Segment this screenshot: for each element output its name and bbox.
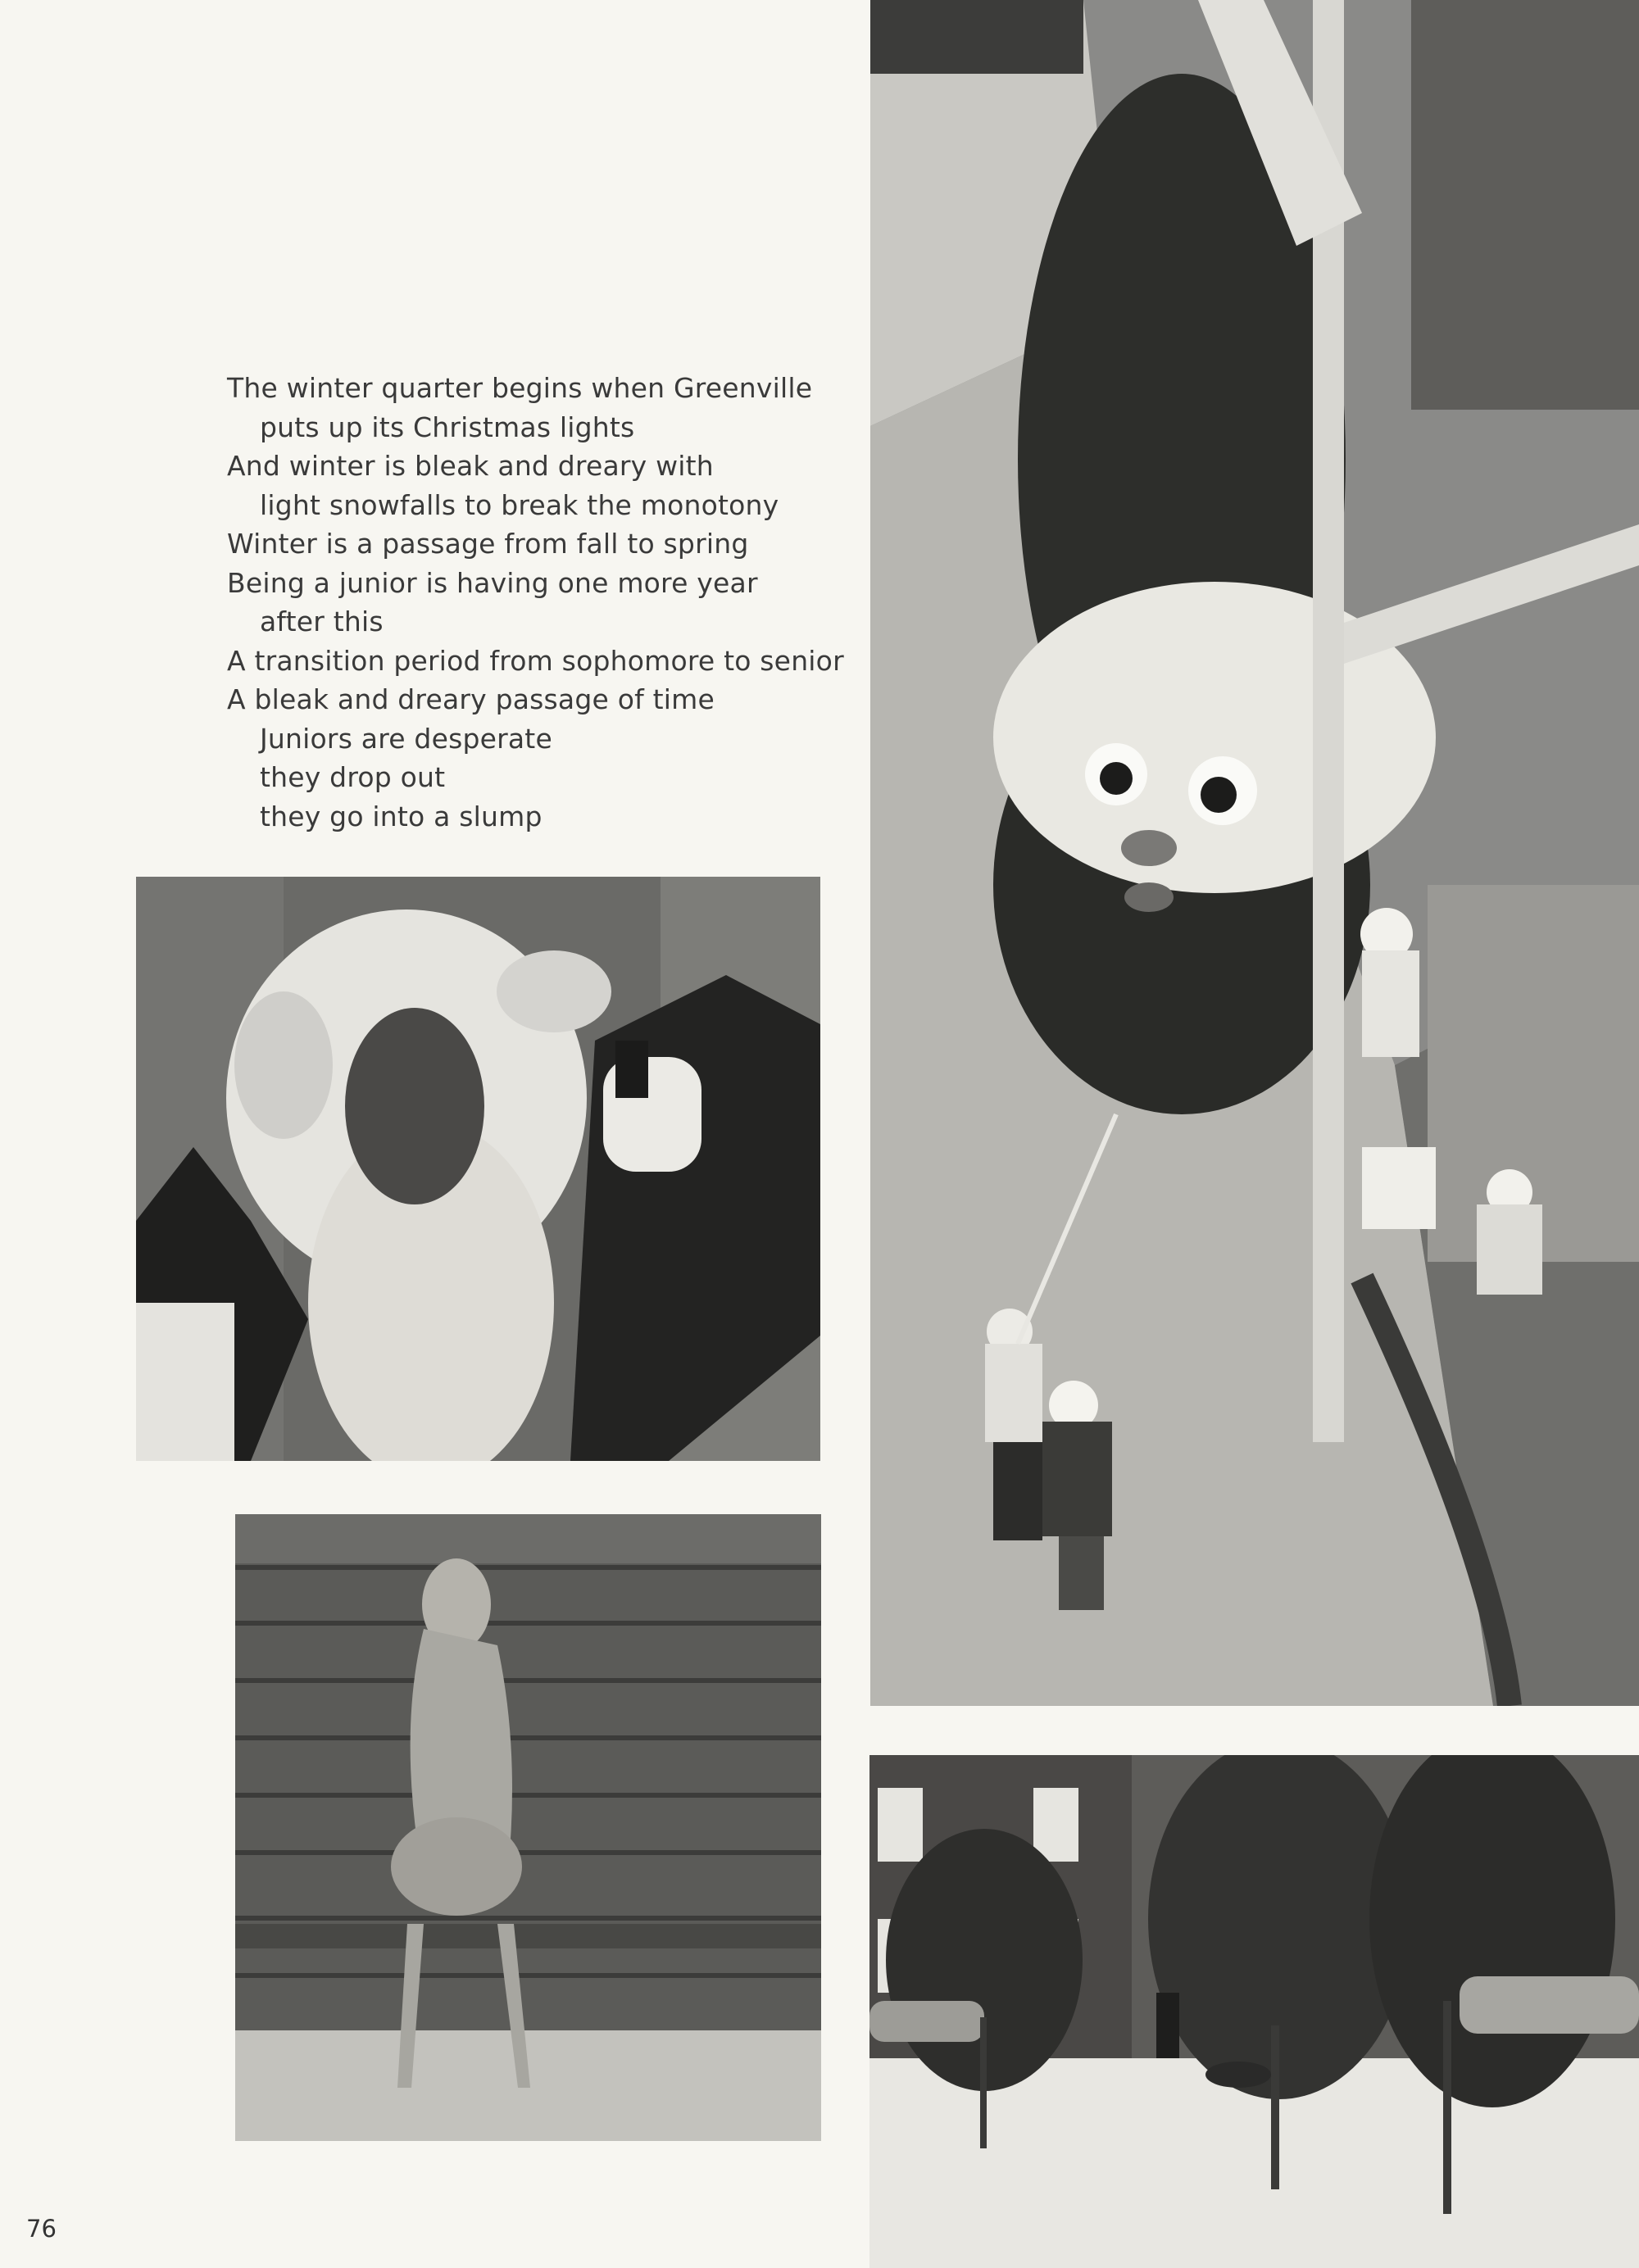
poem-line: The winter quarter begins when Greenville — [227, 372, 813, 404]
girl-on-bench-photo — [235, 1514, 821, 2141]
page-number: 76 — [26, 2215, 57, 2243]
poem-text — [227, 369, 850, 836]
poem-line: Being a junior is having one more year — [227, 566, 758, 599]
campus-snow-photo — [869, 1755, 1639, 2268]
poem-line: Juniors are desperate — [260, 722, 552, 755]
poem-line: Winter is a passage from fall to spring — [227, 528, 749, 560]
poem-line: light snowfalls to break the monotony — [260, 488, 779, 521]
poem-line: after this — [260, 606, 384, 637]
santa-photo — [136, 877, 820, 1461]
street-decoration-photo — [870, 0, 1639, 1706]
poem-line: puts up its Christmas lights — [260, 411, 635, 443]
poem-line: they drop out — [260, 761, 446, 793]
poem-line: they go into a slump — [260, 800, 543, 832]
poem-line: And winter is bleak and dreary with — [227, 450, 714, 482]
poem-line: A bleak and dreary passage of time — [227, 683, 715, 715]
poem-line: A transition period from sophomore to senior — [227, 644, 844, 677]
